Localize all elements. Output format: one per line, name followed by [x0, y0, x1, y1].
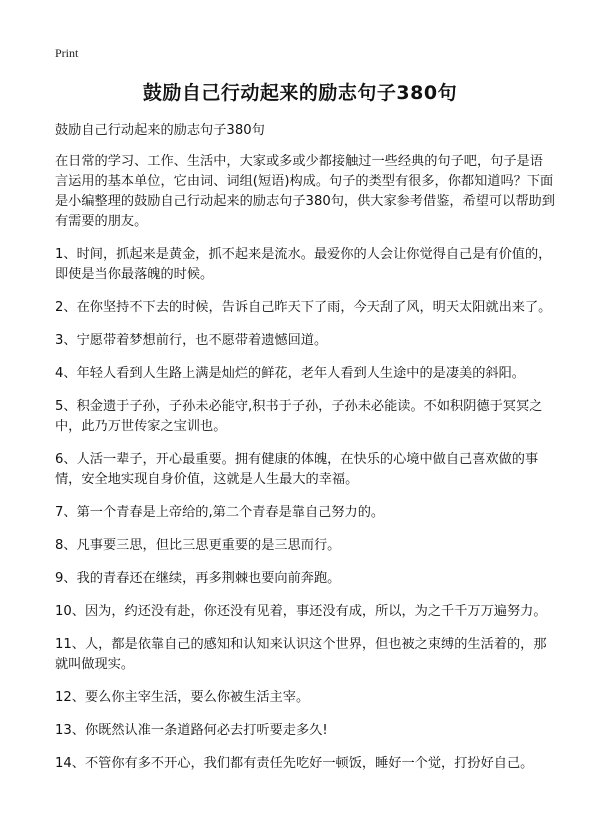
quote-item-3: 3、宁愿带着梦想前行，也不愿带着遗憾回道。 — [55, 333, 328, 348]
quote-item-7: 7、第一个青春是上帝给的,第二个青春是靠自己努力的。 — [55, 505, 385, 520]
quote-item-2: 2、在你坚持不下去的时候，告诉自己昨天下了雨，今天刮了风，明天太阳就出来了。 — [55, 300, 552, 315]
quote-item-11: 11、人，都是依靠自己的感知和认知来认识这个世界，但也被之束缚的生活着的，那就叫做现实。 — [55, 637, 547, 672]
quote-item-9: 9、我的青春还在继续，再多荆棘也要向前奔跑。 — [55, 571, 341, 586]
page-title: 鼓励自己行动起来的励志句子380句 — [142, 82, 458, 104]
quote-item-13: 13、你既然认准一条道路何必去打听要走多久! — [55, 723, 328, 738]
print-link[interactable]: Print — [55, 46, 79, 60]
quote-item-1: 1、时间，抓起来是黄金，抓不起来是流水。最爱你的人会让你觉得自己是有价值的，即使是当你最落魄的时候。 — [55, 247, 552, 282]
intro-paragraph: 在日常的学习、工作、生活中，大家或多或少都接触过一些经典的句子吧，句子是语言运用的基本单位，它由词、词组(短语)构成。句子的类型有很多，你都知道吗？下面是小编整理的鼓励自己行动起来的励志句子380句，供大家参考借鉴，希望可以帮助到有需要的朋友。 — [55, 154, 555, 229]
article-body — [55, 121, 555, 787]
quote-item-14: 14、不管你有多不开心，我们都有责任先吃好一顿饭，睡好一个觉，打扮好自己。 — [55, 756, 534, 771]
quote-item-10: 10、因为，约还没有赴，你还没有见着，事还没有成，所以，为之千千万万遍努力。 — [55, 604, 547, 619]
quote-item-12: 12、要么你主宰生活，要么你被生活主宰。 — [55, 690, 310, 705]
quote-item-5: 5、积金遗于子孙，子孙未必能守,积书于子孙，子孙未必能读。不如积阴德于冥冥之中，此乃万世传家之宝训也。 — [55, 399, 543, 434]
article-subtitle: 鼓励自己行动起来的励志句子380句 — [55, 123, 265, 138]
quote-item-6: 6、人活一辈子，开心最重要。拥有健康的体魄，在快乐的心境中做自己喜欢做的事情，安全地实现自身价值，这就是人生最大的幸福。 — [55, 452, 539, 487]
quote-item-4: 4、年轻人看到人生路上满是灿烂的鲜花，老年人看到人生途中的是凄美的斜阳。 — [55, 366, 525, 381]
quote-item-8: 8、凡事要三思，但比三思更重要的是三思而行。 — [55, 538, 341, 553]
